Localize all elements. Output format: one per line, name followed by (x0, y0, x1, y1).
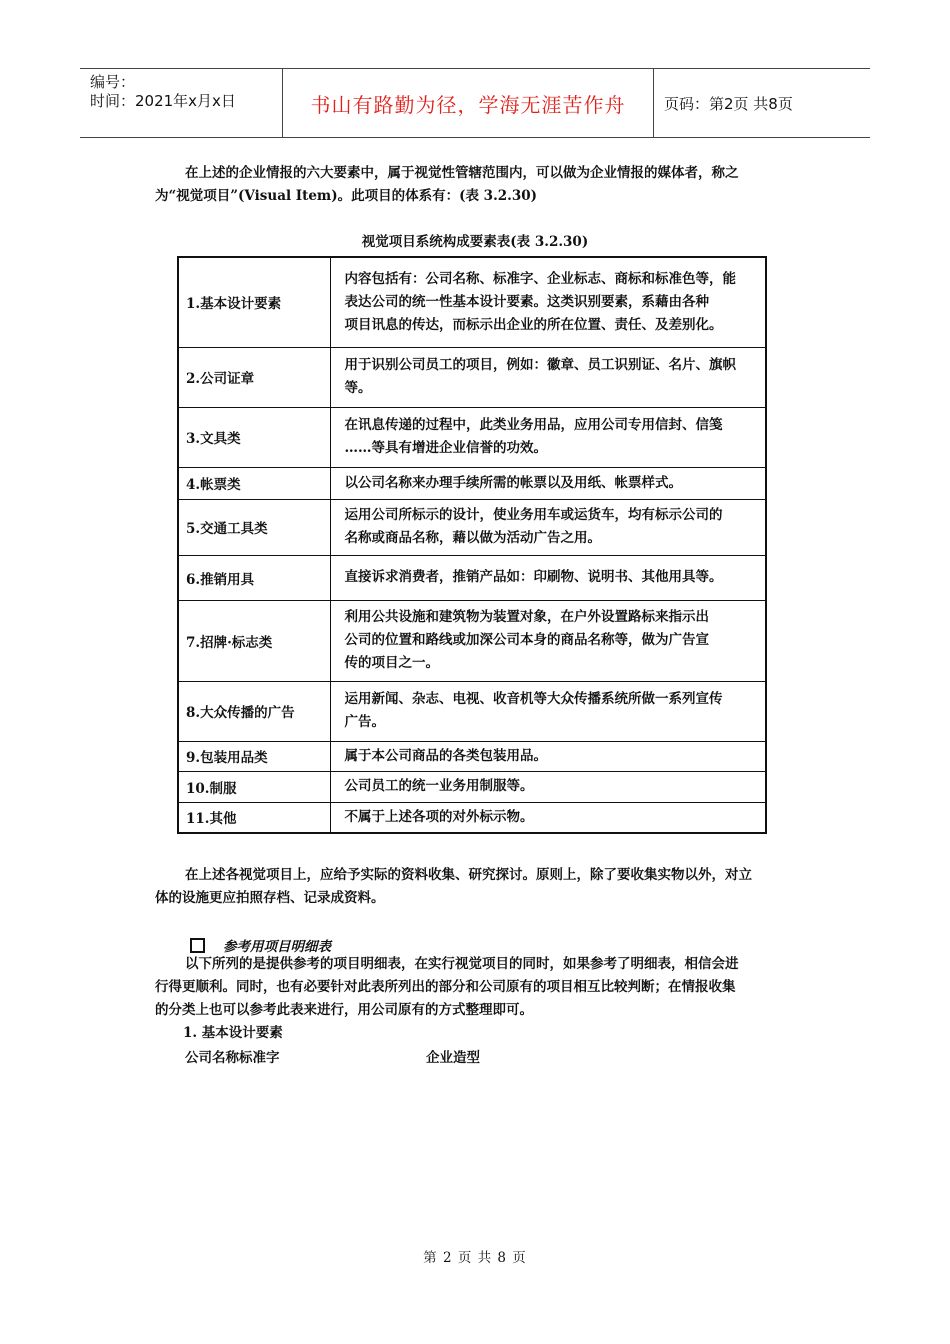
description-line: 名称或商品名称，藉以做为活动广告之用。 (344, 530, 601, 546)
after-table-line-2: 体的设施更应拍照存档、记录成资料。 (155, 890, 385, 906)
row-label: 7.招牌·标志类 (178, 600, 330, 681)
row-label: 9.包装用品类 (178, 741, 330, 771)
row-description (330, 467, 766, 499)
row-description (330, 600, 766, 681)
table-row (178, 407, 766, 467)
row-label: 10.制服 (178, 771, 330, 802)
table-row (178, 681, 766, 741)
description-line: 直接诉求消费者，推销产品如：印刷物、说明书、其他用具等。 (344, 569, 723, 585)
table-row (178, 771, 766, 802)
description-line: 内容包括有：公司名称、标准字、企业标志、商标和标准色等，能 (344, 270, 736, 287)
reference-line-3: 的分类上也可以参考此表来进行，用公司原有的方式整理即可。 (155, 1002, 533, 1018)
description-line: 表达公司的统一性基本设计要素。这类识别要素，系藉由各种 (344, 293, 709, 310)
document-date: 时间：2021年x月x日 (90, 92, 236, 110)
table-row (178, 467, 766, 499)
row-description (330, 681, 766, 741)
row-description (330, 347, 766, 407)
row-description (330, 499, 766, 555)
reference-paragraph (155, 953, 791, 1045)
table-row (178, 499, 766, 555)
description-line: 属于本公司商品的各类包装用品。 (344, 747, 547, 764)
page-header (80, 68, 870, 138)
table-row (178, 347, 766, 407)
header-page-number: 页码：第2页 共8页 (664, 94, 793, 113)
row-label: 3.文具类 (178, 407, 330, 467)
sub-item-right: 企业造型 (426, 1050, 480, 1066)
description-line: 等。 (344, 380, 372, 396)
description-line: ……等具有增进企业信誉的功效。 (344, 440, 547, 456)
description-line: 用于识别公司员工的项目，例如：徽章、员工识别证、名片、旗帜 (344, 357, 736, 373)
description-line: 传的项目之一。 (344, 655, 439, 671)
header-motto-cell (282, 69, 654, 137)
reference-heading-text: 参考用项目明细表 (223, 939, 331, 955)
visual-items-table (177, 256, 767, 834)
reference-heading (190, 935, 331, 955)
table-row (178, 257, 766, 347)
table-row (178, 741, 766, 771)
intro-paragraph (155, 162, 791, 208)
row-label: 5.交通工具类 (178, 499, 330, 555)
row-description (330, 407, 766, 467)
description-line: 运用公司所标示的设计，使业务用车或运货车，均有标示公司的 (344, 507, 723, 523)
description-line: 利用公共设施和建筑物为装置对象，在户外设置路标来指示出 (344, 609, 709, 625)
row-label: 8.大众传播的广告 (178, 681, 330, 741)
header-motto: 书山有路勤为径，学海无涯苦作舟 (310, 92, 626, 117)
description-line: 在讯息传递的过程中，此类业务用品，应用公司专用信封、信笺 (344, 417, 723, 433)
header-meta (80, 69, 282, 137)
row-label: 6.推销用具 (178, 555, 330, 600)
description-line: 以公司名称来办理手续所需的帐票以及用纸、帐票样式。 (344, 474, 682, 491)
intro-line-2: 为“视觉项目”(Visual Item)。此项目的体系有：(表 3.2.30) (155, 188, 538, 204)
description-line: 项目讯息的传达，而标示出企业的所在位置、责任、及差别化。 (344, 316, 723, 333)
intro-line-1: 在上述的企业情报的六大要素中，属于视觉性管辖范围内，可以做为企业情报的媒体者，称之 (185, 165, 739, 181)
reference-line-2: 行得更顺利。同时，也有必要针对此表所列出的部分和公司原有的项目相互比较判断；在情报收集 (155, 979, 736, 995)
row-label: 4.帐票类 (178, 467, 330, 499)
row-description (330, 257, 766, 347)
row-description (330, 802, 766, 833)
checkbox-icon (190, 938, 205, 953)
description-line: 公司员工的统一业务用制服等。 (344, 778, 534, 794)
row-description (330, 555, 766, 600)
table-caption: 视觉项目系统构成要素表(表 3.2.30) (361, 234, 589, 250)
reference-item-1: 1. 基本设计要素 (183, 1025, 283, 1041)
description-line: 广告。 (344, 714, 385, 730)
after-table-line-1: 在上述各视觉项目上，应给予实际的资料收集、研究探讨。原则上，除了要收集实物以外，对立 (185, 867, 752, 883)
description-line: 运用新闻、杂志、电视、收音机等大众传播系统所做一系列宣传 (344, 691, 723, 707)
sub-item-left: 公司名称标准字 (185, 1050, 280, 1066)
reference-line-1: 以下所列的是提供参考的项目明细表，在实行视觉项目的同时，如果参考了明细表，相信会进 (185, 956, 739, 972)
table-row (178, 802, 766, 833)
table-row (178, 555, 766, 600)
row-label: 11.其他 (178, 802, 330, 833)
after-table-paragraph (155, 864, 791, 910)
page-footer: 第 2 页 共 8 页 (423, 1250, 527, 1266)
row-label: 1.基本设计要素 (178, 257, 330, 347)
description-line: 公司的位置和路线或加深公司本身的商品名称等，做为广告宣 (344, 632, 709, 648)
description-line: 不属于上述各项的对外标示物。 (344, 808, 534, 825)
document-number: 编号： (90, 73, 136, 91)
row-description (330, 741, 766, 771)
row-description (330, 771, 766, 802)
row-label: 2.公司证章 (178, 347, 330, 407)
table-row (178, 600, 766, 681)
